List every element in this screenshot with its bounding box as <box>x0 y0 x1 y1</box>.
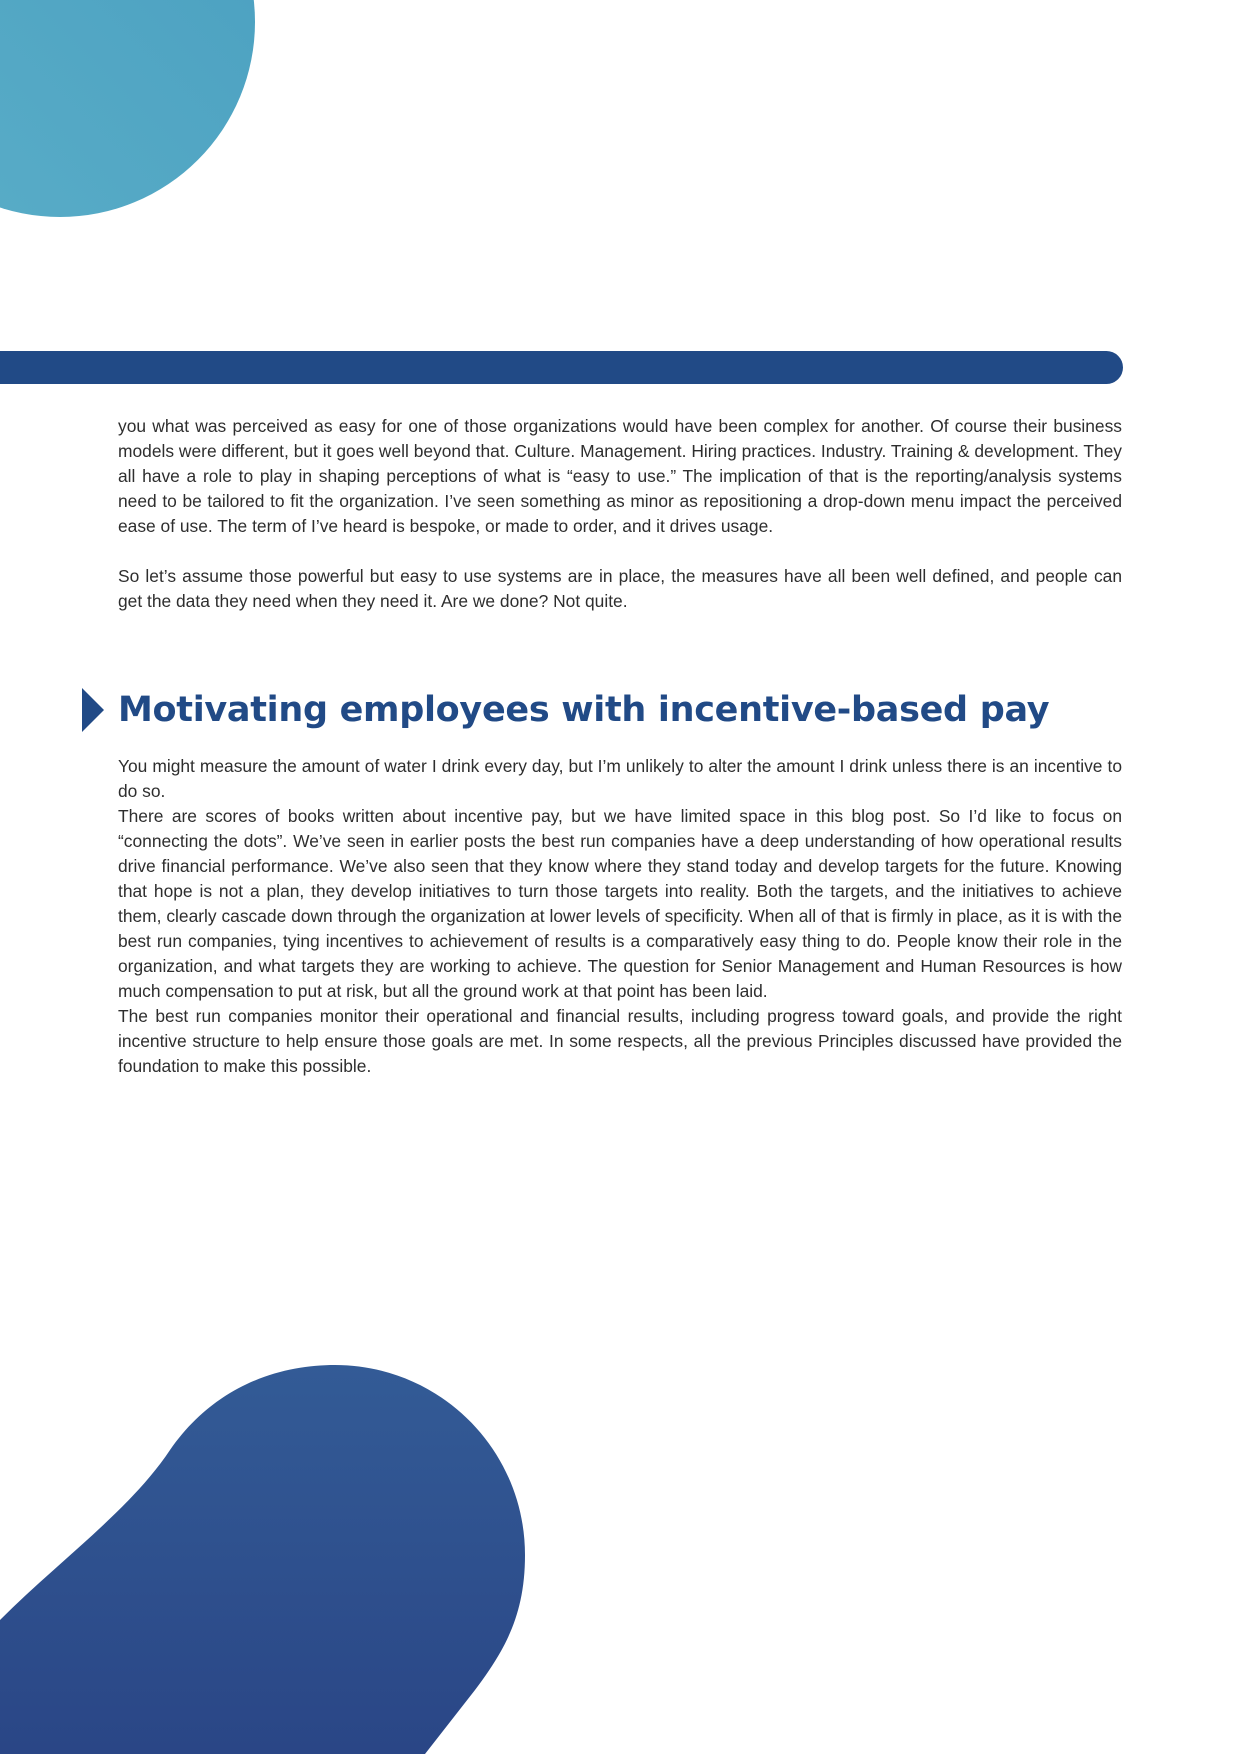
teal-circle-decoration <box>0 0 260 220</box>
section-heading-row <box>80 682 1120 738</box>
navy-blob-decoration <box>0 1360 540 1754</box>
intro-paragraph-2-text: So let’s assume those powerful but easy to use systems are in place, the measures have all been well defined, and people can get the data they need when they need it. Are we done? Not quite. <box>118 566 1122 611</box>
intro-paragraph-1-text: you what was perceived as easy for one of those organizations would have been complex for another. Of course their business models were different, but it goes well beyond that. Culture. Management. Hiring practices. Industry. Training & development. They all have a role to play in shaping perceptions of what is “easy to use.” The implication of that is the reporting/analysis systems need to be tailored to fit the organization. I’ve seen something as minor as repositioning a drop-down menu impact the perceived ease of use. The term of I’ve heard is bespoke, or made to order, and it drives usage. <box>118 416 1122 536</box>
triangle-right-icon <box>80 686 106 734</box>
section-body <box>118 754 1122 1079</box>
section-paragraph: You might measure the amount of water I drink every day, but I’m unlikely to alter the amount I drink unless there is an incentive to do so. <box>118 756 1122 801</box>
section-paragraph: There are scores of books written about incentive pay, but we have limited space in this blog post. So I’d like to focus on “connecting the dots”. We’ve seen in earlier posts the best run companies have a deep understanding of how operational results drive financial performance. We’ve also seen that they know where they stand today and develop targets for the future. Knowing that hope is not a plan, they develop initiatives to turn those targets into reality. Both the targets, and the initiatives to achieve them, clearly cascade down through the organization at lower levels of specificity. When all of that is firmly in place, as it is with the best run companies, tying incentives to achievement of results is a comparatively easy thing to do. People know their role in the organization, and what targets they are working to achieve. The question for Senior Management and Human Resources is how much compensation to put at risk, but all the ground work at that point has been laid. <box>118 806 1122 1001</box>
section-heading: Motivating employees with incentive-based pay <box>118 690 1050 730</box>
header-bar <box>0 351 1123 384</box>
section-paragraph: The best run companies monitor their operational and financial results, including progress toward goals, and provide the right incentive structure to help ensure those goals are met. In some respects, all the previous Principles discussed have provided the foundation to make this possible. <box>118 1006 1122 1076</box>
intro-paragraph-1 <box>118 414 1122 539</box>
intro-paragraph-2 <box>118 564 1122 614</box>
